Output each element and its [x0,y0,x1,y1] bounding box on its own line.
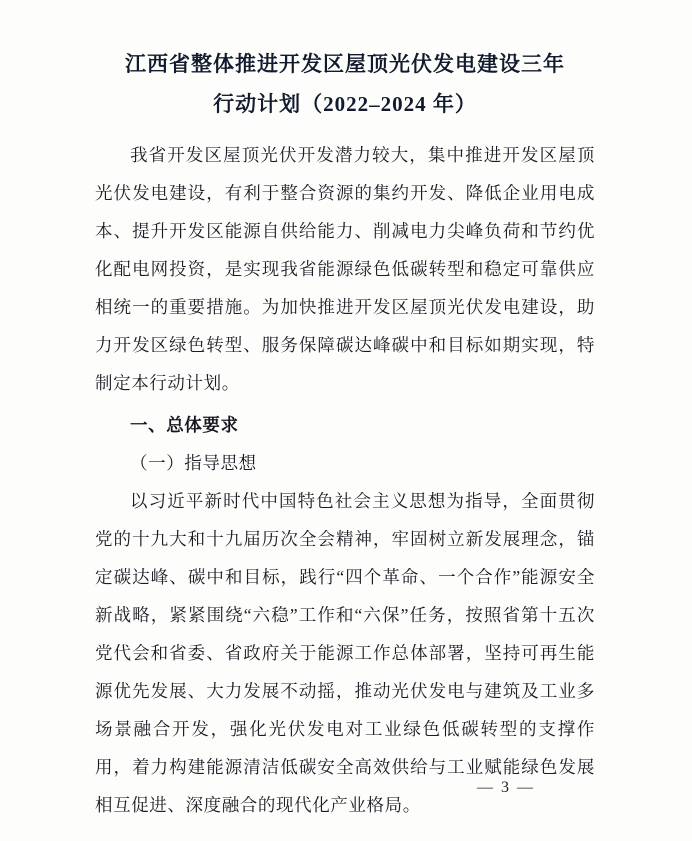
page-number-footer [0,779,692,797]
document-body [95,136,595,824]
paragraph-guiding-ideology-body: 以习近平新时代中国特色社会主义思想为指导，全面贯彻党的十九大和十九届历次全会精神，牢固树立新发展理念，锚定碳达峰、碳中和目标，践行“四个革命、一个合作”能源安全新战略，紧紧围绕“六稳”工作和“六保”任务，按照省第十五次党代会和省委、省政府关于能源工作总体部署，坚持可再生能源优先发展、大力发展不动摇，推动光伏发电与建筑及工业多场景融合开发，强化光伏发电对工业绿色低碳转型的支撑作用，着力构建能源清洁低碳安全高效供给与工业赋能绿色发展相互促进、深度融合的现代化产业格局。 [95,491,595,815]
section-heading-overall-requirements: 一、总体要求 [130,415,239,435]
paragraph-intro: 我省开发区屋顶光伏开发潜力较大，集中推进开发区屋顶光伏发电建设，有利于整合资源的集约开发、降低企业用电成本、提升开发区能源自供给能力、削减电力尖峰负荷和节约优化配电网投资，是实现我省能源绿色低碳转型和稳定可靠供应相统一的重要措施。为加快推进开发区屋顶光伏发电建设，助力开发区绿色转型、服务保障碳达峰碳中和目标如期实现，特制定本行动计划。 [95,145,595,393]
subsection-heading-guiding-ideology: （一）指导思想 [130,453,257,473]
page-title [95,44,595,124]
page-number-value: — 3 — [477,779,535,796]
title-line-1: 江西省整体推进开发区屋顶光伏发电建设三年 [125,52,565,76]
title-line-2: 行动计划（2022–2024 年） [213,92,477,116]
page-content [95,44,595,824]
